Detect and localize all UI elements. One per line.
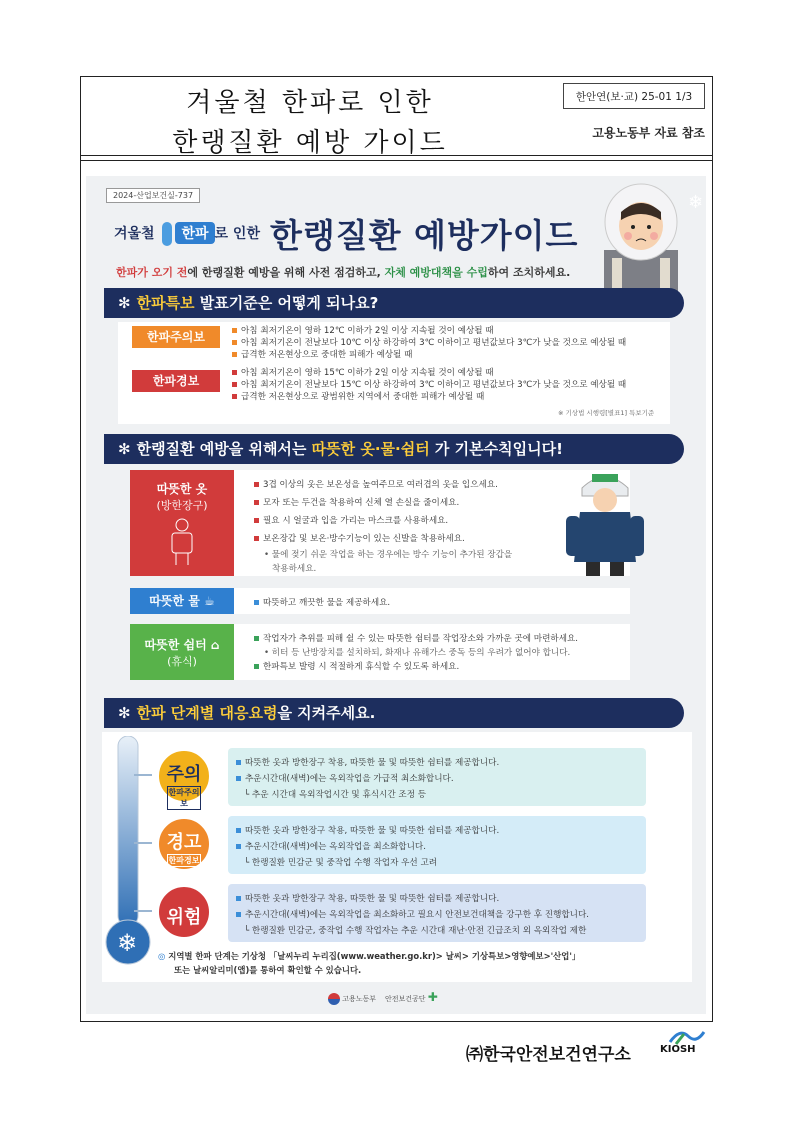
section-bar-warning-criteria [104, 288, 684, 318]
thermometer-icon [162, 222, 172, 246]
scale-tick [134, 774, 152, 776]
warm-clothes-tag [130, 470, 234, 576]
warning-label: 한파경보 [132, 370, 220, 392]
step-danger-badge [156, 884, 212, 940]
warm-water-card [130, 588, 630, 614]
step-item: 따뜻한 옷과 방한장구 착용, 따뜻한 물 및 따뜻한 쉼터를 제공합니다. [236, 756, 499, 768]
ministry-logo-text: 고용노동부 [342, 995, 377, 1003]
step-detail: └ 한랭질환 민감군, 중작업 수행 작업자는 추운 시간대 재난·안전 긴급조치 외 옥외작업 제한 [244, 926, 587, 936]
kosha-logo-text: 안전보건공단 [384, 995, 426, 1003]
clothes-item: 모자 또는 두건을 착용하여 신체 열 손실을 줄이세요. [254, 496, 459, 508]
scale-tick [134, 842, 152, 844]
warm-shelter-sub: (휴식) [167, 655, 197, 668]
winter-clothing-icon [162, 517, 202, 567]
shelter-note: • 히터 등 난방장치를 설치하되, 화재나 유해가스 중독 등의 우려가 없어야 합니다. [264, 648, 571, 658]
clothes-note: • 물에 젖기 쉬운 작업을 하는 경우에는 방수 기능이 추가된 장갑을 [264, 550, 513, 560]
section2-title-highlight: 따뜻한 옷·물·쉼터 [311, 440, 430, 458]
poster-title: 한랭질환 예방가이드 [270, 216, 579, 255]
check-circle-icon: ◎ [158, 951, 166, 961]
snowflake-icon: ✻ [118, 704, 131, 722]
poster-code: 2024-산업보건실-737 [106, 188, 200, 203]
subtitle-part-c: 자체 예방대책을 수립 [384, 266, 488, 279]
doc-number: 한안연(보·교) 25-01 1/3 [563, 83, 705, 109]
home-icon: ⌂ [210, 638, 220, 652]
step-item: 따뜻한 옷과 방한장구 착용, 따뜻한 물 및 따뜻한 쉼터를 제공합니다. [236, 892, 499, 904]
warm-water-label: 따뜻한 물 ☕ [130, 588, 234, 614]
advisory-item: 아침 최저기온이 영하 12℃ 이하가 2일 이상 지속될 것이 예상될 때 [232, 324, 494, 336]
step-box-danger [228, 884, 646, 942]
warm-shelter-label: 따뜻한 쉼터 ⌂ [144, 638, 220, 652]
warm-clothes-sub: (방한장구) [156, 499, 208, 512]
step-caution-badge [156, 748, 212, 808]
step-item: 따뜻한 옷과 방한장구 착용, 따뜻한 물 및 따뜻한 쉼터를 제공합니다. [236, 824, 499, 836]
step-alert-name: 경고 [166, 832, 202, 853]
step-alert-sub: 한파경보 [168, 856, 200, 865]
subtitle-part-b: 에 한랭질환 예방을 위해 사전 점검하고, [187, 266, 385, 279]
step-item: 추운시간대(새벽)에는 옥외작업을 최소화하고 필요시 안전보건대책을 강구한 후 진행합니다. [236, 908, 589, 920]
section2-title-post: 가 기본수칙입니다! [429, 440, 563, 458]
hanpa-badge: 한파 [175, 222, 214, 244]
doc-reference: 고용노동부 자료 참조 [592, 126, 705, 140]
section1-title-highlight: 한파특보 [136, 294, 195, 312]
shelter-item: 작업자가 추위를 피해 쉴 수 있는 따뜻한 쉼터를 작업장소와 가까운 곳에 마련하세요. [254, 632, 578, 644]
poster-title-small [114, 222, 260, 246]
warm-clothes-label: 따뜻한 옷 [156, 482, 208, 496]
doc-title-line2: 한랭질환 예방 가이드 [172, 128, 448, 158]
title-pre: 겨울철 [114, 226, 155, 242]
clothes-item: 3겹 이상의 옷은 보온성을 높여주므로 여러겹의 옷을 입으세요. [254, 478, 498, 490]
section2-title-pre: 한랭질환 예방을 위해서는 [136, 440, 312, 458]
section-bar-basic-rules [104, 434, 684, 464]
subtitle-part-d: 하여 조치하세요. [487, 266, 571, 279]
step-alert-badge [156, 816, 212, 872]
poster-subtitle [116, 264, 570, 280]
subtitle-part-a: 한파가 오기 전 [116, 266, 188, 279]
ministry-logo-icon [328, 993, 340, 1005]
warning-criteria-card [118, 322, 670, 424]
step-box-caution [228, 748, 646, 806]
advisory-label: 한파주의보 [132, 326, 220, 348]
criteria-source-note: ※ 기상법 시행령[별표1] 특보기준 [558, 409, 655, 417]
clothes-note-cont: 착용하세요. [272, 564, 317, 574]
advisory-item: 급격한 저온현상으로 중대한 피해가 예상될 때 [232, 348, 412, 360]
worker-in-jacket-illustration [560, 466, 650, 578]
scale-tick [134, 910, 152, 912]
thermometer-graphic [104, 736, 152, 968]
svg-text:❄: ❄ [688, 192, 704, 213]
advisory-item: 아침 최저기온이 전날보다 10℃ 이상 하강하여 3℃ 이하이고 평년값보다 3℃가 낮을 것으로 예상될 때 [232, 336, 626, 348]
step-caution-name: 주의 [166, 764, 202, 785]
warm-shelter-card [130, 624, 630, 680]
organization-name: ㈜한국안전보건연구소 [466, 1045, 631, 1065]
info-line-cont: 또는 날씨알리미(앱)를 통하여 확인할 수 있습니다. [174, 965, 362, 975]
section3-title-rest: 을 지켜주세요. [277, 704, 376, 722]
worker-illustration [576, 180, 706, 292]
info-line: ◎ 지역별 한파 단계는 기상청 「날씨누리 누리집(www.weather.go.kr)> 날씨> 기상특보>영향예보>'산업'」 [158, 951, 581, 961]
step-danger-name: 위험 [166, 907, 202, 928]
clothes-item: 보온장갑 및 보온·방수기능이 있는 신발을 착용하세요. [254, 532, 465, 544]
warning-item: 아침 최저기온이 전날보다 15℃ 이상 하강하여 3℃ 이하이고 평년값보다 3℃가 낮을 것으로 예상될 때 [232, 378, 626, 390]
kosha-logo-icon: ✚ [427, 990, 438, 1004]
header-divider [80, 160, 713, 161]
snowflake-icon: ✻ [118, 294, 131, 312]
poster [86, 176, 706, 1014]
step-caution-sub: 한파주의보 [168, 788, 200, 808]
step-detail: └ 추운 시간대 옥외작업시간 및 휴식시간 조정 등 [244, 790, 427, 800]
section1-title-rest: 발표기준은 어떻게 되나요? [194, 294, 379, 312]
doc-title-line1: 겨울철 한파로 인한 [186, 88, 434, 118]
warning-item: 급격한 저온현상으로 광범위한 지역에서 중대한 피해가 예상될 때 [232, 390, 484, 402]
shelter-item: 한파특보 발령 시 적절하게 휴식할 수 있도록 하세요. [254, 660, 459, 672]
section-bar-response-steps [104, 698, 684, 728]
svg-text:❄: ❄ [117, 929, 138, 957]
step-item: 추운시간대(새벽)에는 옥외작업을 가급적 최소화합니다. [236, 772, 454, 784]
warm-shelter-tag [130, 624, 234, 680]
step-detail: └ 한랭질환 민감군 및 중작업 수행 작업자 우선 고려 [244, 858, 438, 868]
warning-item: 아침 최저기온이 영하 15℃ 이하가 2일 이상 지속될 것이 예상될 때 [232, 366, 494, 378]
step-box-alert [228, 816, 646, 874]
step-item: 추운시간대(새벽)에는 옥외작업을 최소화합니다. [236, 840, 426, 852]
poster-logos [328, 990, 438, 1005]
water-item: 따뜻하고 깨끗한 물을 제공하세요. [254, 596, 390, 608]
cup-icon: ☕ [203, 594, 215, 608]
kiosh-logo-text: KIOSH [660, 1044, 696, 1055]
section3-title-highlight: 한파 단계별 대응요령 [136, 704, 278, 722]
snowflake-icon: ✻ [118, 440, 131, 458]
clothes-item: 필요 시 얼굴과 입을 가리는 마스크를 사용하세요. [254, 514, 448, 526]
title-post: 로 인한 [214, 226, 260, 242]
